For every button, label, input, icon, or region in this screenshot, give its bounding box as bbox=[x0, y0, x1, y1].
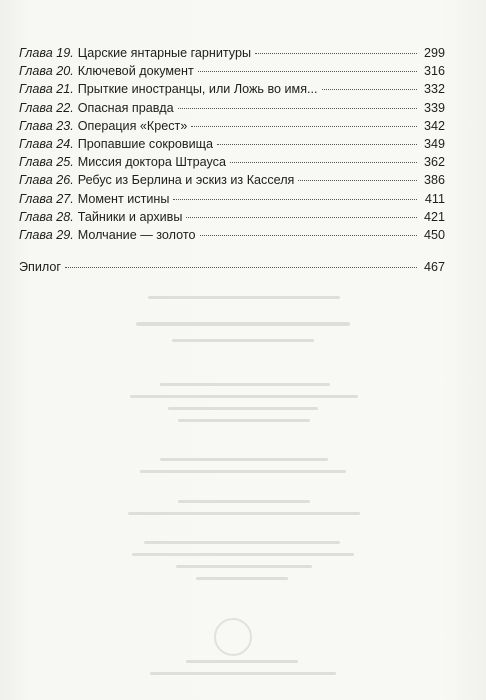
page-number: 332 bbox=[423, 82, 445, 97]
chapter-number: Глава 22. bbox=[19, 100, 74, 115]
dot-leader bbox=[255, 53, 417, 54]
chapter-number: Глава 27. bbox=[19, 191, 74, 206]
dot-leader bbox=[191, 126, 417, 127]
chapter-title: Прыткие иностранцы, или Ложь во имя... bbox=[77, 82, 318, 97]
chapter-number: Глава 29. bbox=[19, 227, 74, 242]
chapter-title: Тайники и архивы bbox=[77, 209, 183, 224]
toc-entry bbox=[19, 226, 445, 244]
toc-entry bbox=[19, 190, 445, 208]
dot-leader bbox=[178, 108, 417, 109]
page-number: 339 bbox=[423, 100, 445, 115]
chapter-number: Глава 19. bbox=[19, 46, 74, 60]
chapter-title: Пропавшие сокровища bbox=[77, 136, 213, 151]
toc-entry bbox=[19, 153, 445, 171]
page-number: 450 bbox=[423, 227, 445, 242]
dot-leader bbox=[200, 235, 417, 236]
page-number: 316 bbox=[423, 64, 445, 79]
chapter-title: Операция «Крест» bbox=[77, 118, 188, 133]
dot-leader bbox=[173, 199, 417, 200]
dot-leader bbox=[198, 71, 417, 72]
chapter-title: Опасная правда bbox=[77, 100, 174, 115]
chapter-title: Царские янтарные гарнитуры bbox=[77, 46, 252, 60]
chapter-number: Глава 25. bbox=[19, 155, 74, 170]
toc-entry bbox=[19, 99, 445, 117]
toc-entry bbox=[19, 258, 445, 276]
table-of-contents bbox=[19, 44, 445, 244]
chapter-number: Глава 23. bbox=[19, 118, 74, 133]
page-number: 411 bbox=[424, 191, 445, 206]
toc-entry bbox=[19, 80, 445, 98]
page-number: 342 bbox=[423, 118, 445, 133]
toc-entry bbox=[19, 62, 445, 80]
dot-leader bbox=[322, 89, 417, 90]
chapter-title: Момент истины bbox=[77, 191, 170, 206]
page-number: 421 bbox=[423, 209, 445, 224]
toc-epilog bbox=[19, 258, 445, 276]
chapter-number: Глава 26. bbox=[19, 173, 74, 188]
chapter-title: Миссия доктора Штрауса bbox=[77, 155, 226, 170]
page-number: 299 bbox=[423, 46, 445, 60]
chapter-number: Глава 21. bbox=[19, 82, 74, 97]
epilog-title: Эпилог bbox=[19, 260, 61, 274]
chapter-title: Ребус из Берлина и эскиз из Касселя bbox=[77, 173, 295, 188]
chapter-title: Молчание — золото bbox=[77, 227, 196, 242]
dot-leader bbox=[217, 144, 417, 145]
toc-entry bbox=[19, 171, 445, 189]
toc-entry bbox=[19, 44, 445, 62]
page-number: 467 bbox=[423, 260, 445, 274]
dot-leader bbox=[298, 180, 417, 181]
chapter-number: Глава 20. bbox=[19, 64, 74, 79]
toc-entry bbox=[19, 208, 445, 226]
chapter-number: Глава 28. bbox=[19, 209, 74, 224]
page-number: 349 bbox=[423, 136, 445, 151]
chapter-title: Ключевой документ bbox=[77, 64, 194, 79]
toc-entry bbox=[19, 135, 445, 153]
dot-leader bbox=[186, 217, 417, 218]
dot-leader bbox=[65, 267, 417, 268]
chapter-number: Глава 24. bbox=[19, 136, 74, 151]
toc-entry bbox=[19, 117, 445, 135]
dot-leader bbox=[230, 162, 417, 163]
page-number: 386 bbox=[423, 173, 445, 188]
page-number: 362 bbox=[423, 155, 445, 170]
